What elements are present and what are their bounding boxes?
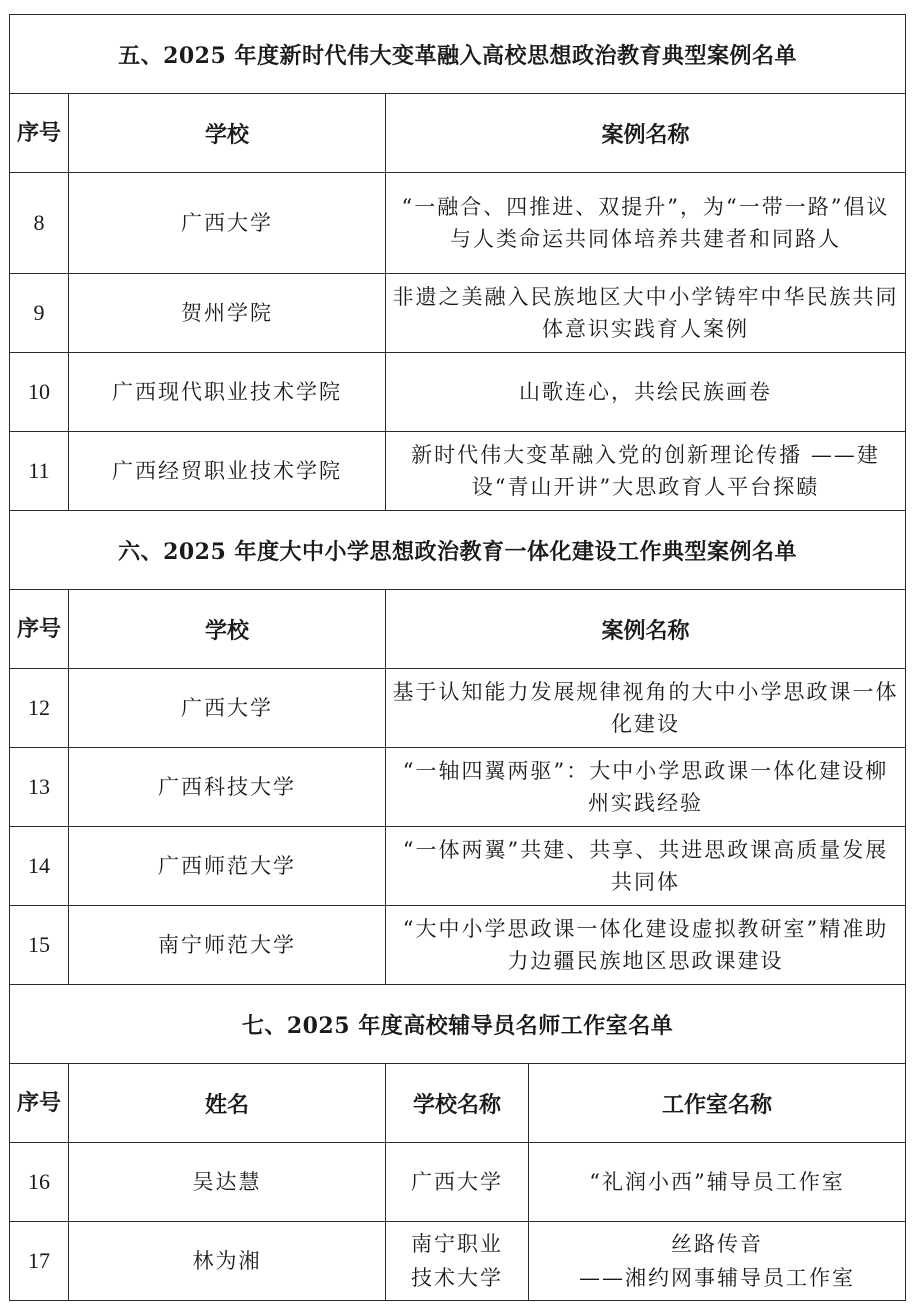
header-school: 学校名称 [386, 1064, 529, 1143]
row-school: 广西科技大学 [69, 748, 386, 827]
header-case: 案例名称 [386, 94, 906, 173]
row-school: 广西大学 [386, 1143, 529, 1222]
table-header-row [10, 590, 906, 669]
row-school: 广西大学 [69, 173, 386, 274]
row-num: 9 [10, 274, 69, 353]
row-studio [529, 1222, 906, 1301]
table-row [10, 748, 906, 827]
row-school: 贺州学院 [69, 274, 386, 353]
row-num: 17 [10, 1222, 69, 1301]
row-case: “一融合、四推进、双提升”，为“一带一路”倡议与人类命运共同体培养共建者和同路人 [386, 173, 906, 274]
studio-line: “礼润小西”辅导员工作室 [589, 1170, 845, 1194]
school-line: 南宁职业 [411, 1232, 503, 1256]
row-num: 14 [10, 827, 69, 906]
row-case: 新时代伟大变革融入党的创新理论传播 ——建设“青山开讲”大思政育人平台探赜 [386, 432, 906, 511]
row-school [386, 1222, 529, 1301]
row-school: 广西师范大学 [69, 827, 386, 906]
header-name: 姓名 [69, 1064, 386, 1143]
table-row [10, 669, 906, 748]
section-title-row [10, 985, 906, 1064]
header-school: 学校 [69, 590, 386, 669]
table-header-row [10, 1064, 906, 1143]
header-num: 序号 [10, 1064, 69, 1143]
studio-line: ——湘约网事辅导员工作室 [579, 1266, 856, 1290]
section-title-row [10, 511, 906, 590]
row-case: “一轴四翼两驱”：大中小学思政课一体化建设柳州实践经验 [386, 748, 906, 827]
section-title: 五、2025 年度新时代伟大变革融入高校思想政治教育典型案例名单 [10, 15, 906, 94]
table-row [10, 827, 906, 906]
table-row [10, 173, 906, 274]
header-num: 序号 [10, 94, 69, 173]
row-school: 广西经贸职业技术学院 [69, 432, 386, 511]
header-studio: 工作室名称 [529, 1064, 906, 1143]
row-name: 吴达慧 [69, 1143, 386, 1222]
header-num: 序号 [10, 590, 69, 669]
row-case: 基于认知能力发展规律视角的大中小学思政课一体化建设 [386, 669, 906, 748]
row-num: 8 [10, 173, 69, 274]
table-row [10, 1143, 906, 1222]
row-school: 广西大学 [69, 669, 386, 748]
row-num: 10 [10, 353, 69, 432]
header-case: 案例名称 [386, 590, 906, 669]
row-num: 13 [10, 748, 69, 827]
studio-line: 丝路传音 [671, 1232, 764, 1256]
row-school: 广西现代职业技术学院 [69, 353, 386, 432]
row-case: 非遗之美融入民族地区大中小学铸牢中华民族共同体意识实践育人案例 [386, 274, 906, 353]
row-num: 12 [10, 669, 69, 748]
header-school: 学校 [69, 94, 386, 173]
section-title: 七、2025 年度高校辅导员名师工作室名单 [10, 985, 906, 1064]
school-line: 技术大学 [411, 1266, 503, 1290]
row-school: 南宁师范大学 [69, 906, 386, 985]
document-page [9, 14, 905, 1301]
table-header-row [10, 94, 906, 173]
row-num: 15 [10, 906, 69, 985]
section-title: 六、2025 年度大中小学思想政治教育一体化建设工作典型案例名单 [10, 511, 906, 590]
row-studio [529, 1143, 906, 1222]
table-row [10, 353, 906, 432]
row-case: “一体两翼”共建、共享、共进思政课高质量发展共同体 [386, 827, 906, 906]
row-name: 林为湘 [69, 1222, 386, 1301]
table-row [10, 432, 906, 511]
table-row [10, 906, 906, 985]
row-num: 16 [10, 1143, 69, 1222]
table-row [10, 1222, 906, 1301]
row-num: 11 [10, 432, 69, 511]
row-case: “大中小学思政课一体化建设虚拟教研室”精准助力边疆民族地区思政课建设 [386, 906, 906, 985]
section-title-row [10, 15, 906, 94]
table-row [10, 274, 906, 353]
row-case: 山歌连心，共绘民族画卷 [386, 353, 906, 432]
case-list-table [9, 14, 906, 1301]
